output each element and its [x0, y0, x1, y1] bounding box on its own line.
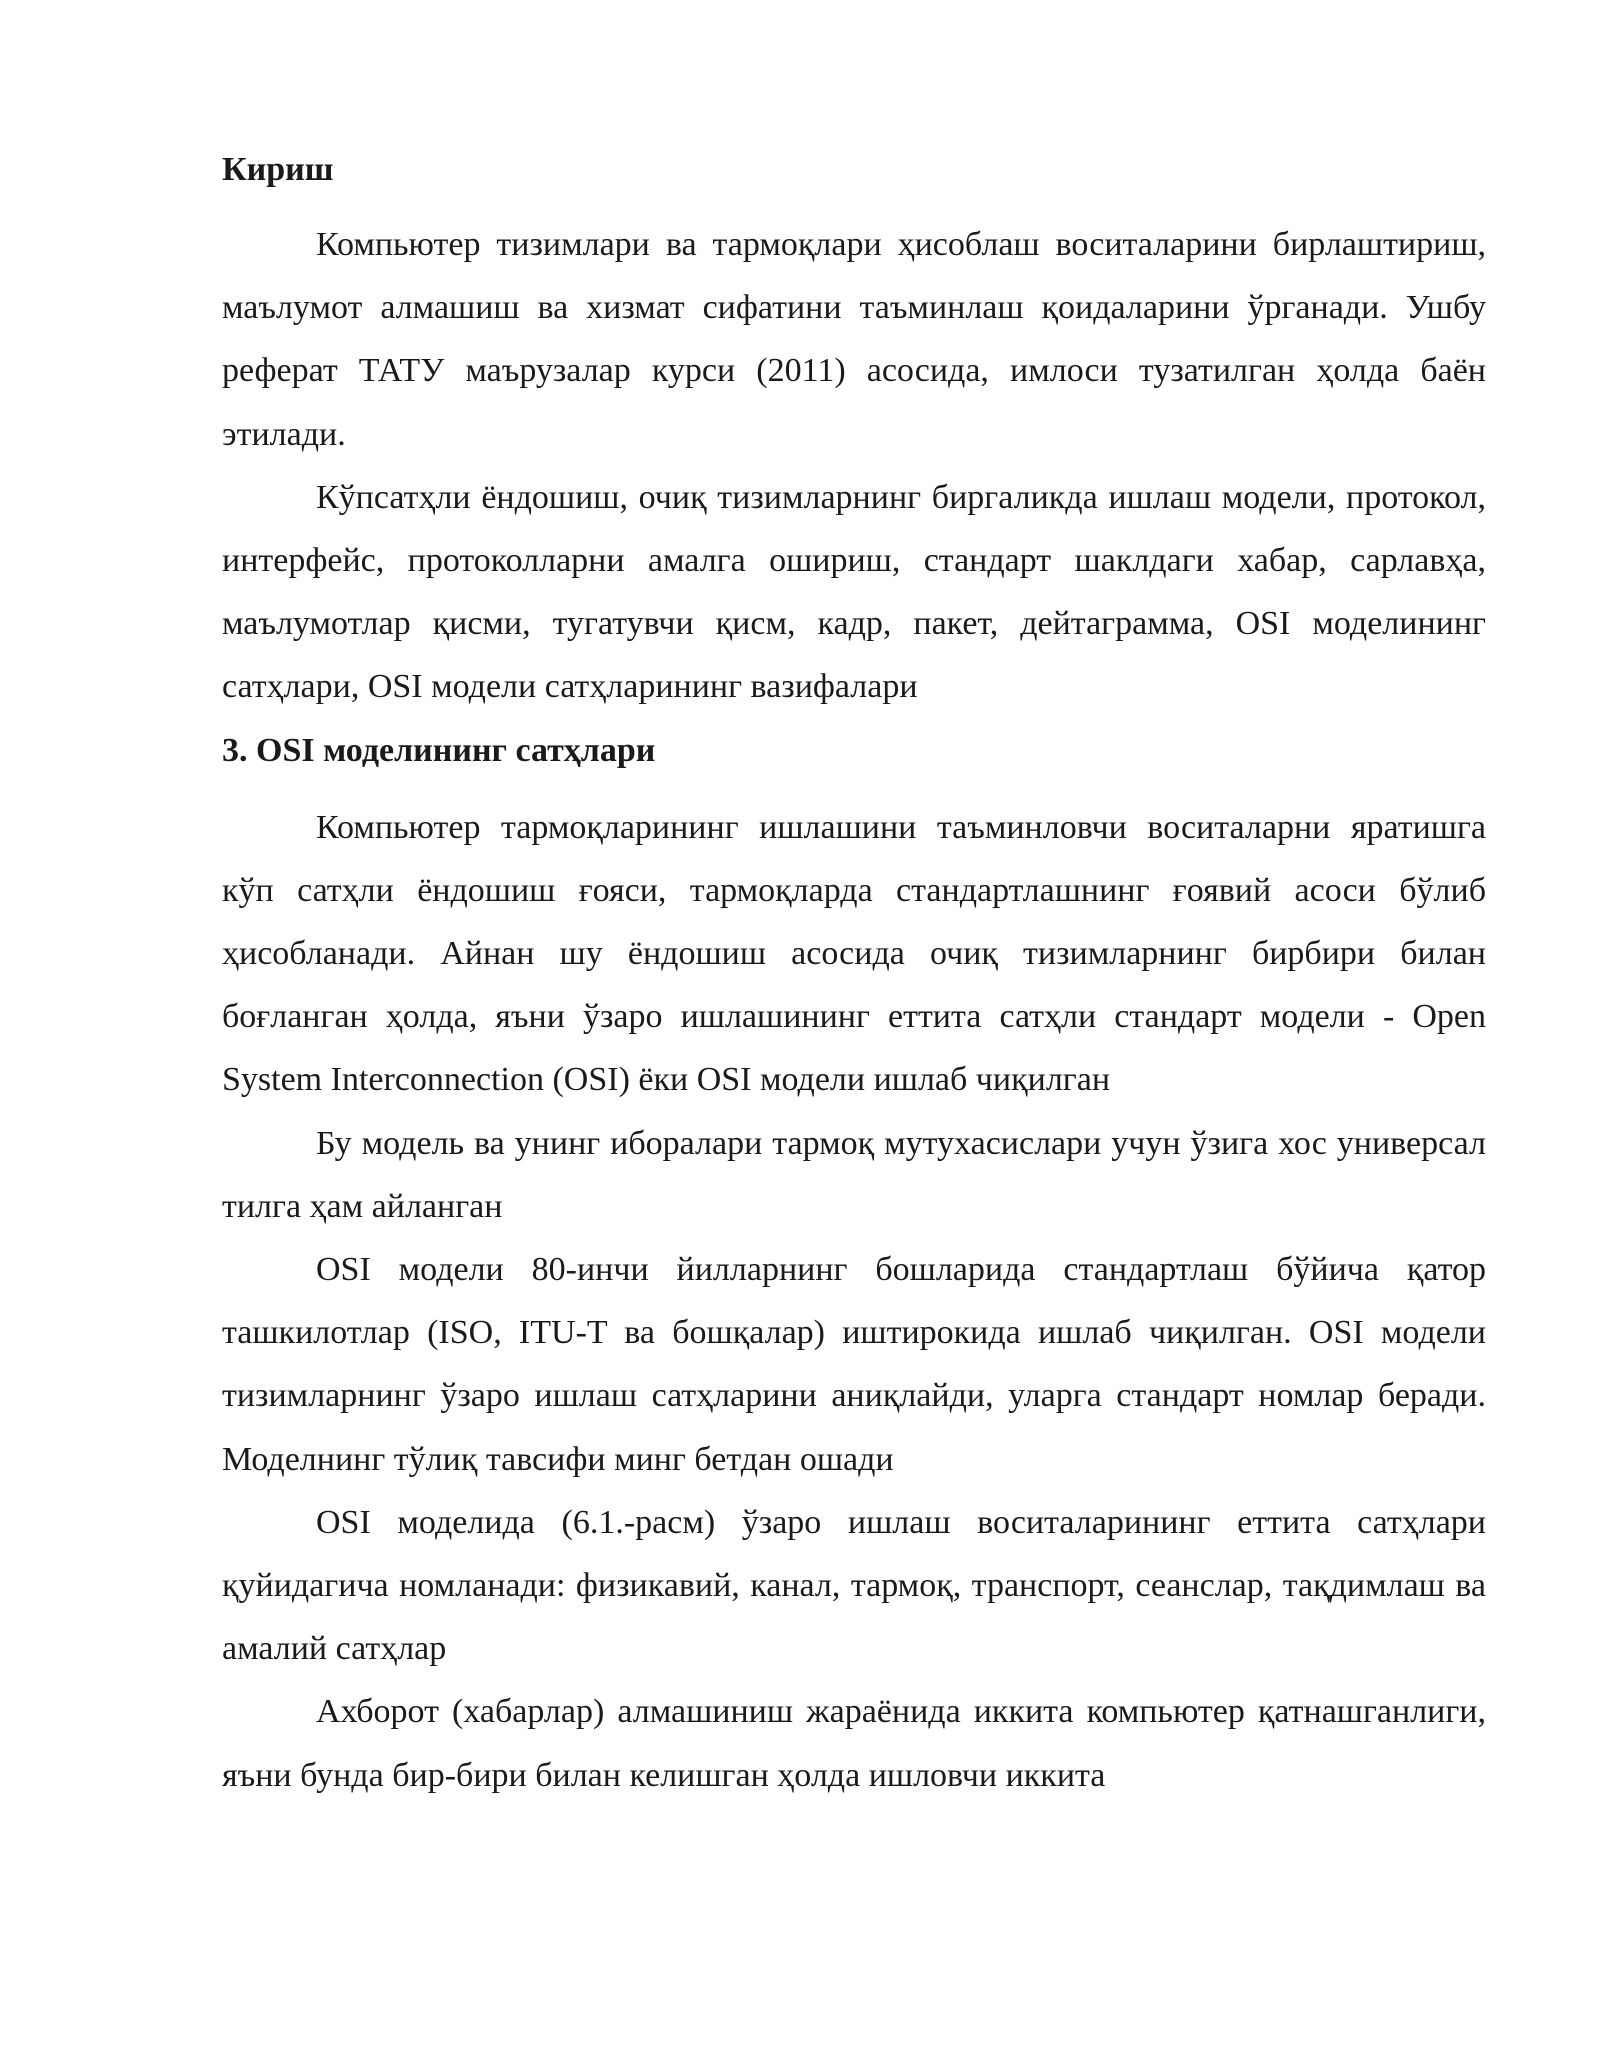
section-heading-osi-levels: 3. OSI моделининг сатҳлари	[222, 731, 656, 769]
paragraph: OSI модели 80-инчи йилларнинг бошларида стандартлаш бўйича қатор ташкилотлар (ISO, ITU-T ва бошқалар) иштирокида ишлаб чиқилган. OSI модели тизимларнинг ўзаро ишлаш сатҳларини аниқлайди, уларга стандарт номлар беради. Моделнинг тўлиқ тавсифи минг бетдан ошади	[222, 1251, 1486, 1478]
paragraph: Компьютер тизимлари ва тармоқлари ҳисоблаш воситаларини бирлаштириш, маълумот алмашиш ва хизмат сифатини таъминлаш қоидаларини ўрганади. Ушбу реферат ТАТУ маърузалар курси (2011) асосида, имлоси тузатилган ҳолда баён этилади.	[222, 226, 1486, 453]
paragraph: Бу модель ва унинг иборалари тармоқ мутухасислари учун ўзига хос универсал тилга ҳам айланган	[222, 1124, 1486, 1225]
section-heading-introduction: Кириш	[222, 151, 334, 188]
document-body	[222, 138, 1486, 1807]
paragraph-continued: Ахборот (хабарлар) алмашиниш жараёнида иккита компьютер қатнашганлиги, яъни бунда бир-бири билан келишган ҳолда ишловчи иккита	[222, 1693, 1486, 1794]
paragraph: Компьютер тармоқларининг ишлашини таъминловчи воситаларни яратишга кўп сатҳли ёндошиш ғояси, тармоқларда стандартлашнинг ғоявий асоси бўлиб ҳисобланади. Айнан шу ёндошиш асосида очиқ тизимларнинг бирбири билан боғланган ҳолда, яъни ўзаро ишлашининг еттита сатҳли стандарт модели - Open System Interconnection (OSI) ёки OSI модели ишлаб чиқилган	[222, 808, 1486, 1099]
paragraph: OSI моделида (6.1.-расм) ўзаро ишлаш воситаларининг еттита сатҳлари қуйидагича номланади: физикавий, канал, тармоқ, транспорт, сеанслар, тақдимлаш ва амалий сатҳлар	[222, 1503, 1486, 1668]
paragraph: Кўпсатҳли ёндошиш, очиқ тизимларнинг биргаликда ишлаш модели, протокол, интерфейс, протоколларни амалга ошириш, стандарт шаклдаги хабар, сарлавҳа, маълумотлар қисми, тугатувчи қисм, кадр, пакет, дейтаграмма, OSI моделининг сатҳлари, OSI модели сатҳларининг вазифалари	[222, 478, 1486, 706]
